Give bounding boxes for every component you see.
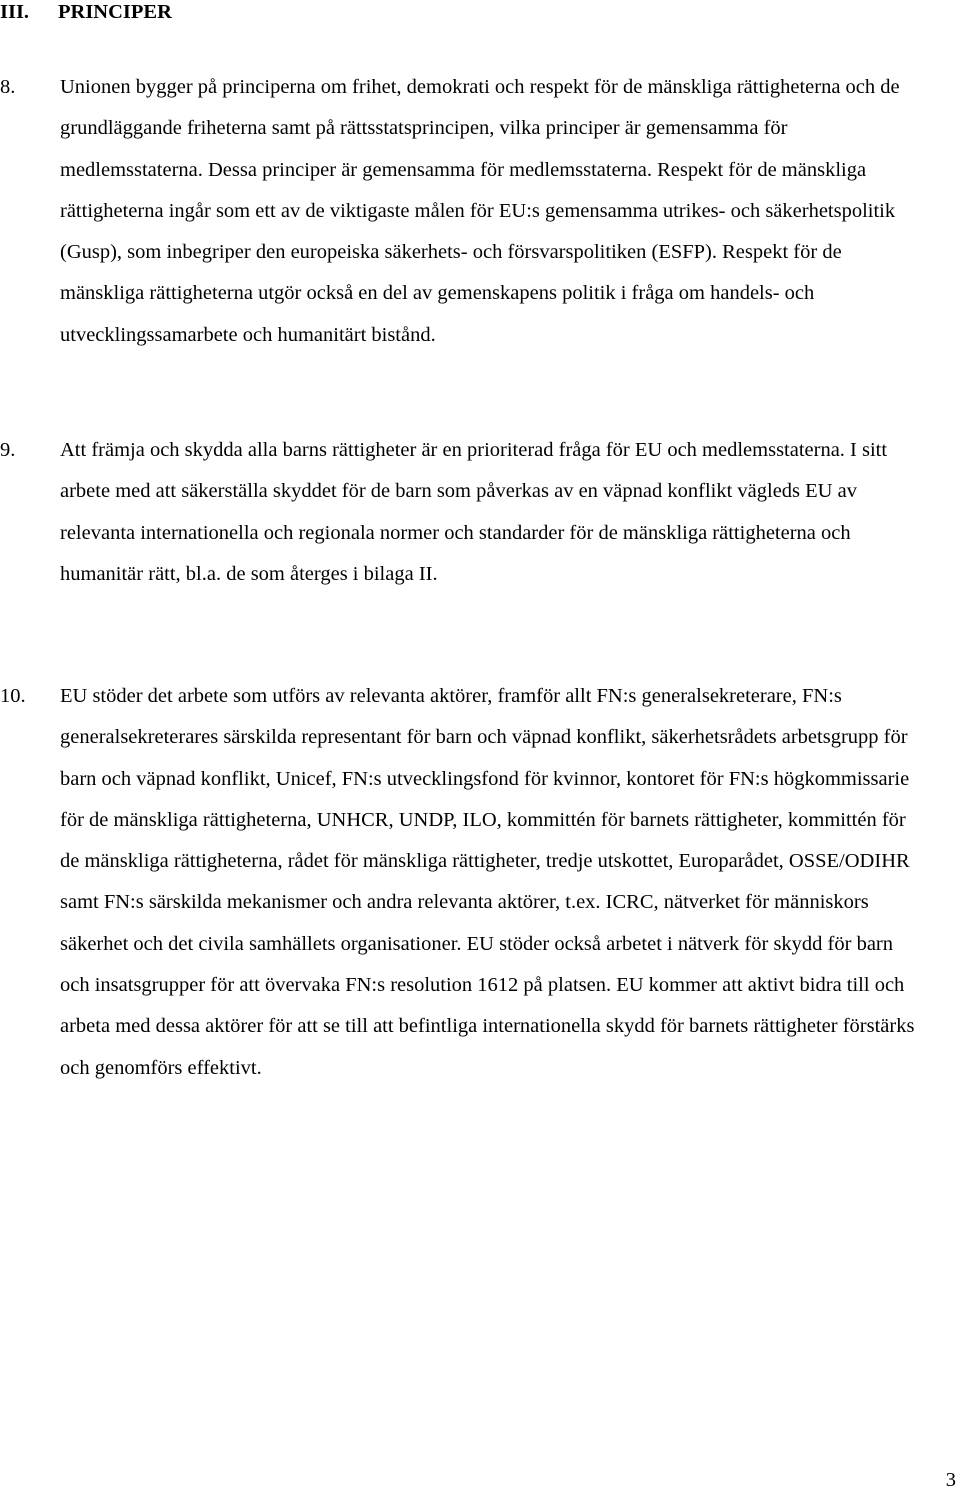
paragraph-9 [0,430,960,595]
paragraph-10 [0,676,960,1089]
section-number: III. [0,1,30,23]
paragraph-number: 10. [0,685,26,707]
paragraph-number: 9. [0,439,16,461]
paragraph-8 [0,67,960,356]
paragraph-number: 8. [0,76,16,98]
section-heading [0,0,172,26]
paragraph-text: Att främja och skydda alla barns rättigheter är en prioriterad fråga för EU och medlemsstaterna. I sitt arbete med att säkerställa skyddet för de barn som påverkas av en väpnad konflikt vägleds EU av relevanta internationella och regionala normer och standarder för de mänskliga rättigheterna och humanitär rätt, bl.a. de som återges i bilaga II. [60,439,888,585]
section-title: PRINCIPER [58,1,172,23]
paragraph-text: EU stöder det arbete som utförs av relevanta aktörer, framför allt FN:s generalsekreterare, FN:s generalsekreterares särskilda representant för barn och väpnad konflikt, säkerhetsrådets arbetsgrupp för barn och väpnad konflikt, Unicef, FN:s utvecklingsfond för kvinnor, kontoret för FN:s högkommissarie för de mänskliga rättigheterna, UNHCR, UNDP, ILO, kommittén för barnets rättigheter, kommittén för de mänskliga rättigheterna, rådet för mänskliga rättigheter, tredje utskottet, Europarådet, OSSE/ODIHR samt FN:s särskilda mekanismer och andra relevanta aktörer, t.ex. ICRC, nätverket för människors säkerhet och det civila samhällets organisationer. EU stöder också arbetet i nätverk för skydd för barn och insatsgrupper för att övervaka FN:s resolution 1612 på platsen. EU kommer att aktivt bidra till och arbeta med dessa aktörer för att se till att befintliga internationella skydd för barnets rättigheter förstärks och genomförs effektivt. [60,685,915,1079]
page-number: 3 [945,1469,956,1491]
paragraph-text: Unionen bygger på principerna om frihet, demokrati och respekt för de mänskliga rättigheterna och de grundläggande friheterna samt på rättsstatsprincipen, vilka principer är gemensamma för medlemsstaterna. Dessa principer är gemensamma för medlemsstaterna. Respekt för de mänskliga rättigheterna ingår som ett av de viktigaste målen för EU:s gemensamma utrikes- och säkerhetspolitik (Gusp), som inbegriper den europeiska säkerhets- och försvarspolitiken (ESFP). Respekt för de mänskliga rättigheterna utgör också en del av gemenskapens politik i fråga om handels- och utvecklingssamarbete och humanitärt bistånd. [60,76,900,346]
